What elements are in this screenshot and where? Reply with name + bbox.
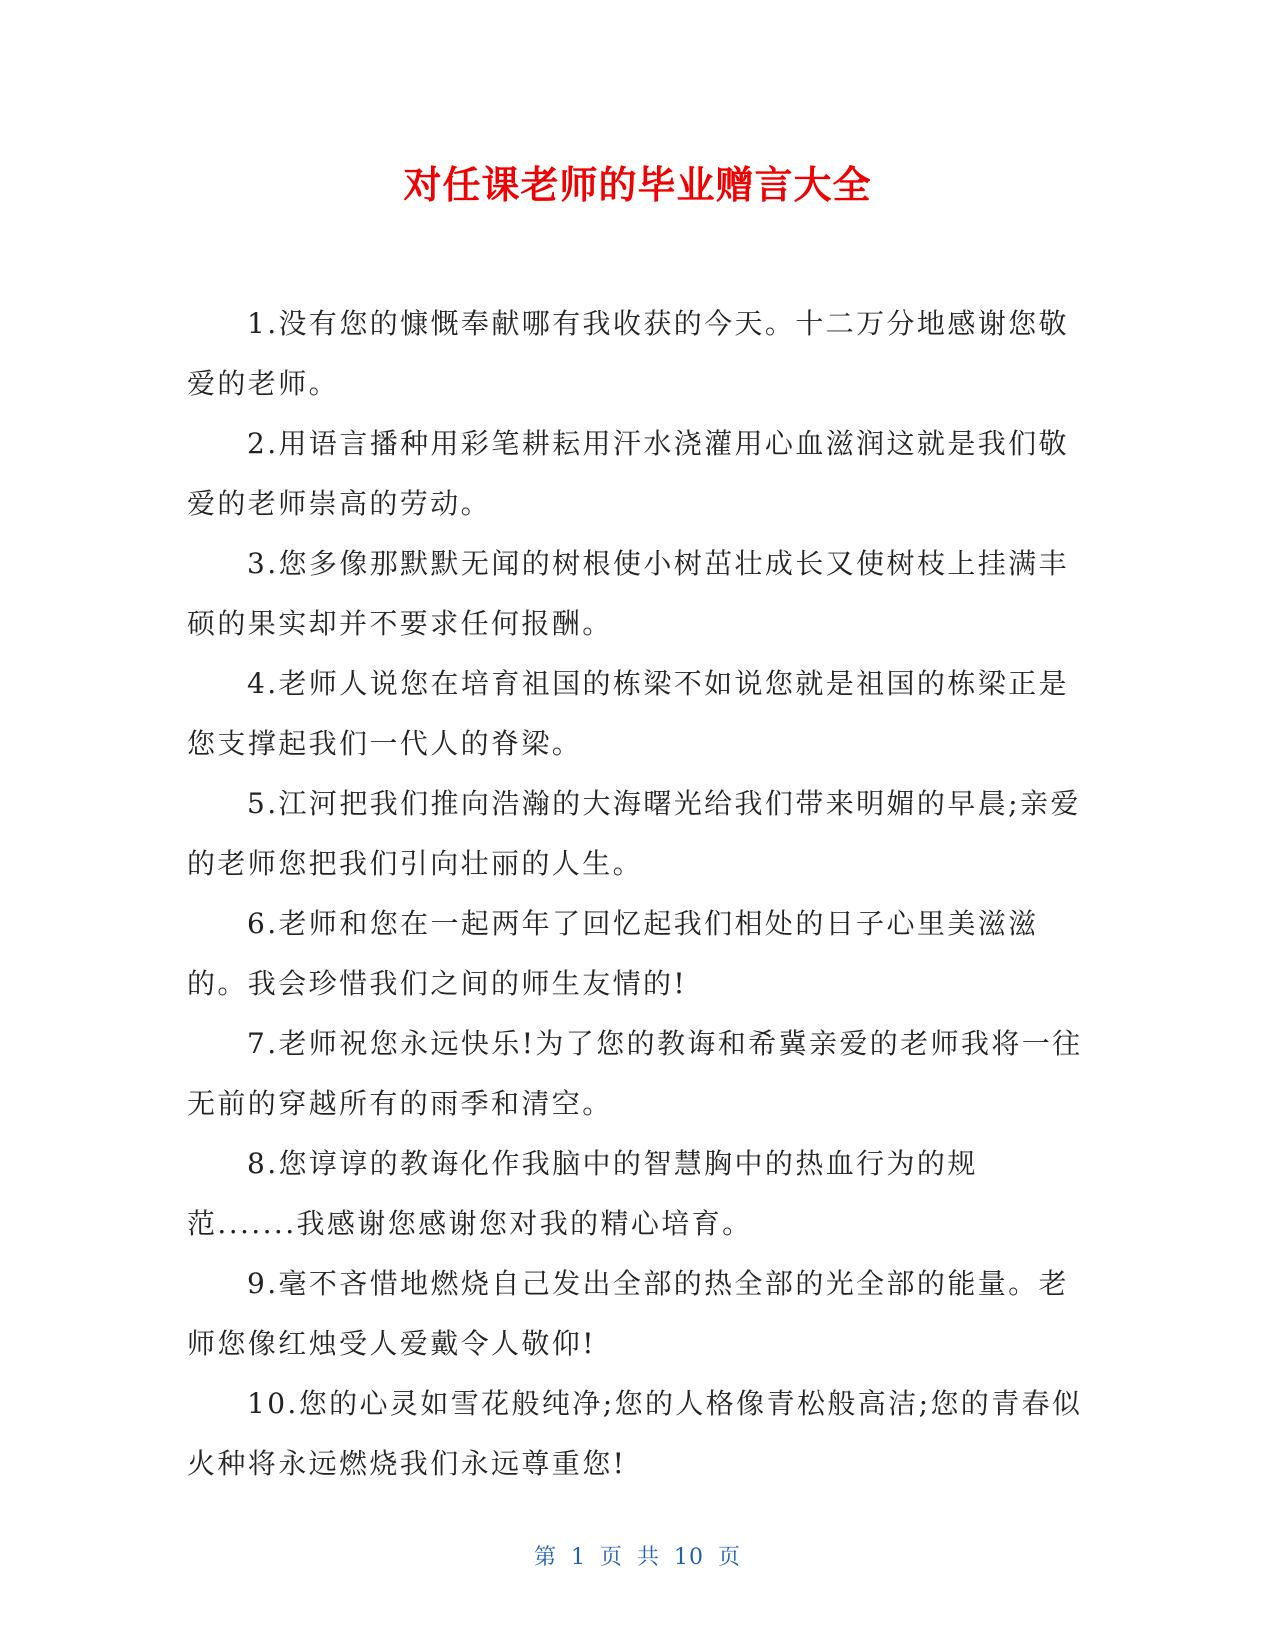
document-title: 对任课老师的毕业赠言大全 (403, 163, 872, 207)
paragraph-3: 3.您多像那默默无闻的树根使小树茁壮成长又使树枝上挂满丰硕的果实却并不要求任何报酬。 (187, 547, 1069, 640)
paragraph-1: 1.没有您的慷慨奉献哪有我收获的今天。十二万分地感谢您敬爱的老师。 (187, 307, 1069, 400)
paragraph-8: 8.您谆谆的教诲化作我脑中的智慧胸中的热血行为的规范.......我感谢您感谢您对我的精心培育。 (187, 1147, 978, 1240)
paragraph-6: 6.老师和您在一起两年了回忆起我们相处的日子心里美滋滋的。我会珍惜我们之间的师生友情的! (187, 907, 1039, 1000)
paragraph-10: 10.您的心灵如雪花般纯净;您的人格像青松般高洁;您的青春似火种将永远燃烧我们永远尊重您! (187, 1387, 1083, 1480)
paragraph-5: 5.江河把我们推向浩瀚的大海曙光给我们带来明媚的早晨;亲爱的老师您把我们引向壮丽的人生。 (187, 787, 1081, 880)
page-number-footer: 第 1 页 共 10 页 (534, 1545, 741, 1570)
paragraph-2: 2.用语言播种用彩笔耕耘用汗水浇灌用心血滋润这就是我们敬爱的老师崇高的劳动。 (187, 427, 1069, 520)
paragraph-9: 9.毫不吝惜地燃烧自己发出全部的热全部的光全部的能量。老师您像红烛受人爱戴令人敬仰! (187, 1267, 1069, 1360)
document-body (187, 294, 1087, 1494)
paragraph-4: 4.老师人说您在培育祖国的栋梁不如说您就是祖国的栋梁正是您支撑起我们一代人的脊梁。 (187, 667, 1069, 760)
paragraph-7: 7.老师祝您永远快乐!为了您的教诲和希冀亲爱的老师我将一往无前的穿越所有的雨季和清空。 (187, 1027, 1083, 1120)
